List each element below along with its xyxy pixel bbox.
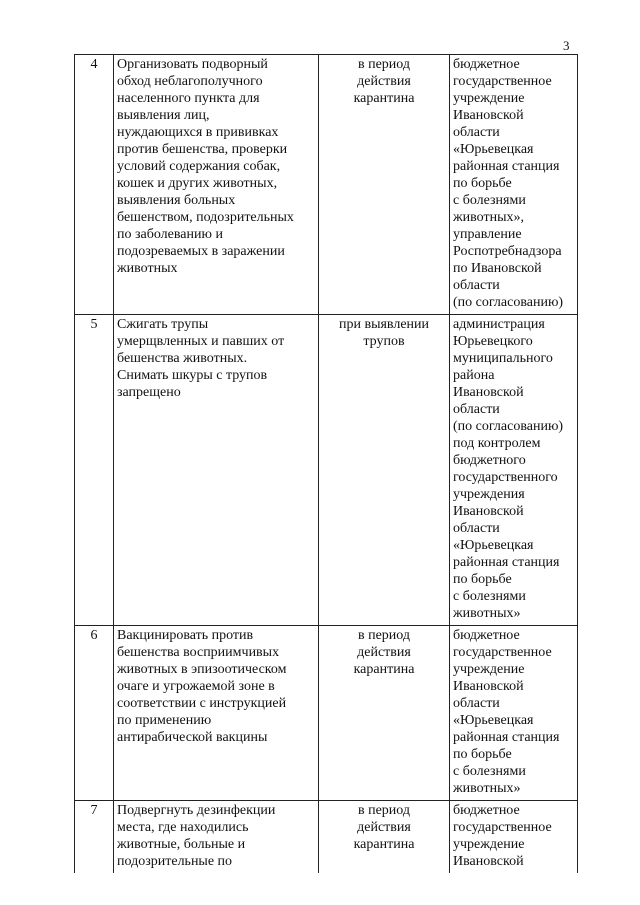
- term-line: действия: [357, 820, 411, 835]
- responsible-line: по борьбе: [453, 572, 512, 587]
- measures-table: [74, 54, 578, 873]
- term-line: карантина: [353, 837, 415, 852]
- task-line: Сжигать трупы: [117, 317, 209, 332]
- row-number: 6: [75, 626, 114, 801]
- task-cell: [114, 626, 319, 801]
- task-line: по заболеванию и: [117, 227, 223, 242]
- responsible-cell: [450, 626, 578, 801]
- term-line: в период: [357, 803, 411, 818]
- table-row: [75, 801, 578, 874]
- task-cell: [114, 801, 319, 874]
- responsible-line: учреждение: [453, 837, 525, 852]
- responsible-line: бюджетное: [453, 803, 520, 818]
- responsible-line: государственное: [453, 74, 552, 89]
- task-line: подозрительные по: [117, 854, 233, 869]
- responsible-line: области: [453, 696, 500, 711]
- term-cell: [319, 801, 450, 874]
- term-cell: [319, 55, 450, 315]
- task-line: бешенства восприимчивых: [117, 645, 280, 660]
- task-cell: [114, 315, 319, 626]
- task-line: выявления больных: [117, 193, 236, 208]
- responsible-line: животных»,: [453, 210, 525, 225]
- measures-table-body: [75, 55, 578, 874]
- task-line: условий содержания собак,: [117, 159, 281, 174]
- responsible-line: «Юрьевецкая: [453, 538, 534, 553]
- responsible-line: бюджетное: [453, 628, 520, 643]
- responsible-line: Роспотребнадзора: [453, 244, 562, 259]
- responsible-line: области: [453, 402, 500, 417]
- responsible-line: области: [453, 278, 500, 293]
- responsible-line: муниципального: [453, 351, 553, 366]
- responsible-line: бюджетное: [453, 57, 520, 72]
- responsible-line: районная станция: [453, 555, 560, 570]
- responsible-line: «Юрьевецкая: [453, 713, 534, 728]
- term-cell: [319, 315, 450, 626]
- table-row: [75, 55, 578, 315]
- task-line: умерщвленных и павших от: [117, 334, 285, 349]
- table-row: [75, 626, 578, 801]
- task-line: запрещено: [117, 385, 181, 400]
- responsible-line: государственное: [453, 820, 552, 835]
- responsible-line: области: [453, 521, 500, 536]
- task-line: выявления лиц,: [117, 108, 210, 123]
- term-cell: [319, 626, 450, 801]
- responsible-cell: [450, 55, 578, 315]
- responsible-line: районная станция: [453, 730, 560, 745]
- task-line: соответствии с инструкцией: [117, 696, 287, 711]
- responsible-line: Ивановской: [453, 108, 524, 123]
- responsible-line: района: [453, 368, 495, 383]
- responsible-line: (по согласованию): [453, 419, 564, 434]
- responsible-line: с болезнями: [453, 764, 526, 779]
- term-line: в период: [357, 628, 411, 643]
- term-line: при выявлении: [338, 317, 430, 332]
- page-number: 3: [563, 38, 570, 53]
- responsible-cell: [450, 801, 578, 874]
- responsible-line: учреждение: [453, 91, 525, 106]
- responsible-line: Ивановской: [453, 504, 524, 519]
- task-cell: [114, 55, 319, 315]
- responsible-line: по борьбе: [453, 747, 512, 762]
- responsible-line: с болезнями: [453, 589, 526, 604]
- responsible-line: области: [453, 125, 500, 140]
- row-number: 5: [75, 315, 114, 626]
- term-line: действия: [357, 645, 411, 660]
- term-line: в период: [357, 57, 411, 72]
- responsible-line: (по согласованию): [453, 295, 564, 310]
- responsible-line: Ивановской: [453, 679, 524, 694]
- responsible-line: администрация: [453, 317, 545, 332]
- responsible-line: Ивановской: [453, 854, 524, 869]
- task-line: по применению: [117, 713, 212, 728]
- responsible-line: с болезнями: [453, 193, 526, 208]
- responsible-line: «Юрьевецкая: [453, 142, 534, 157]
- responsible-line: Юрьевецкого: [453, 334, 533, 349]
- responsible-line: государственного: [453, 470, 558, 485]
- task-line: Снимать шкуры с трупов: [117, 368, 268, 383]
- task-line: животных: [117, 261, 178, 276]
- task-line: нуждающихся в прививках: [117, 125, 279, 140]
- task-line: очаге и угрожаемой зоне в: [117, 679, 275, 694]
- term-line: карантина: [353, 91, 415, 106]
- responsible-line: учреждения: [453, 487, 525, 502]
- task-line: против бешенства, проверки: [117, 142, 288, 157]
- row-number: 7: [75, 801, 114, 874]
- task-line: Вакцинировать против: [117, 628, 254, 643]
- row-number: 4: [75, 55, 114, 315]
- task-line: подозреваемых в заражении: [117, 244, 285, 259]
- task-line: животные, больные и: [117, 837, 246, 852]
- responsible-line: бюджетного: [453, 453, 526, 468]
- responsible-cell: [450, 315, 578, 626]
- table-row: [75, 315, 578, 626]
- responsible-line: по борьбе: [453, 176, 512, 191]
- responsible-line: управление: [453, 227, 522, 242]
- responsible-line: Ивановской: [453, 385, 524, 400]
- task-line: бешенства животных.: [117, 351, 248, 366]
- task-line: обход неблагополучного: [117, 74, 263, 89]
- responsible-line: учреждение: [453, 662, 525, 677]
- task-line: антирабической вакцины: [117, 730, 268, 745]
- responsible-line: районная станция: [453, 159, 560, 174]
- task-line: Организовать подворный: [117, 57, 268, 72]
- task-line: места, где находились: [117, 820, 249, 835]
- term-line: карантина: [353, 662, 415, 677]
- task-line: населенного пункта для: [117, 91, 260, 106]
- responsible-line: государственное: [453, 645, 552, 660]
- responsible-line: под контролем: [453, 436, 541, 451]
- responsible-line: животных»: [453, 781, 521, 796]
- task-line: Подвергнуть дезинфекции: [117, 803, 276, 818]
- task-line: кошек и других животных,: [117, 176, 278, 191]
- task-line: бешенством, подозрительных: [117, 210, 294, 225]
- task-line: животных в эпизоотическом: [117, 662, 287, 677]
- responsible-line: по Ивановской: [453, 261, 542, 276]
- term-line: действия: [357, 74, 411, 89]
- responsible-line: животных»: [453, 606, 521, 621]
- term-line: трупов: [363, 334, 405, 349]
